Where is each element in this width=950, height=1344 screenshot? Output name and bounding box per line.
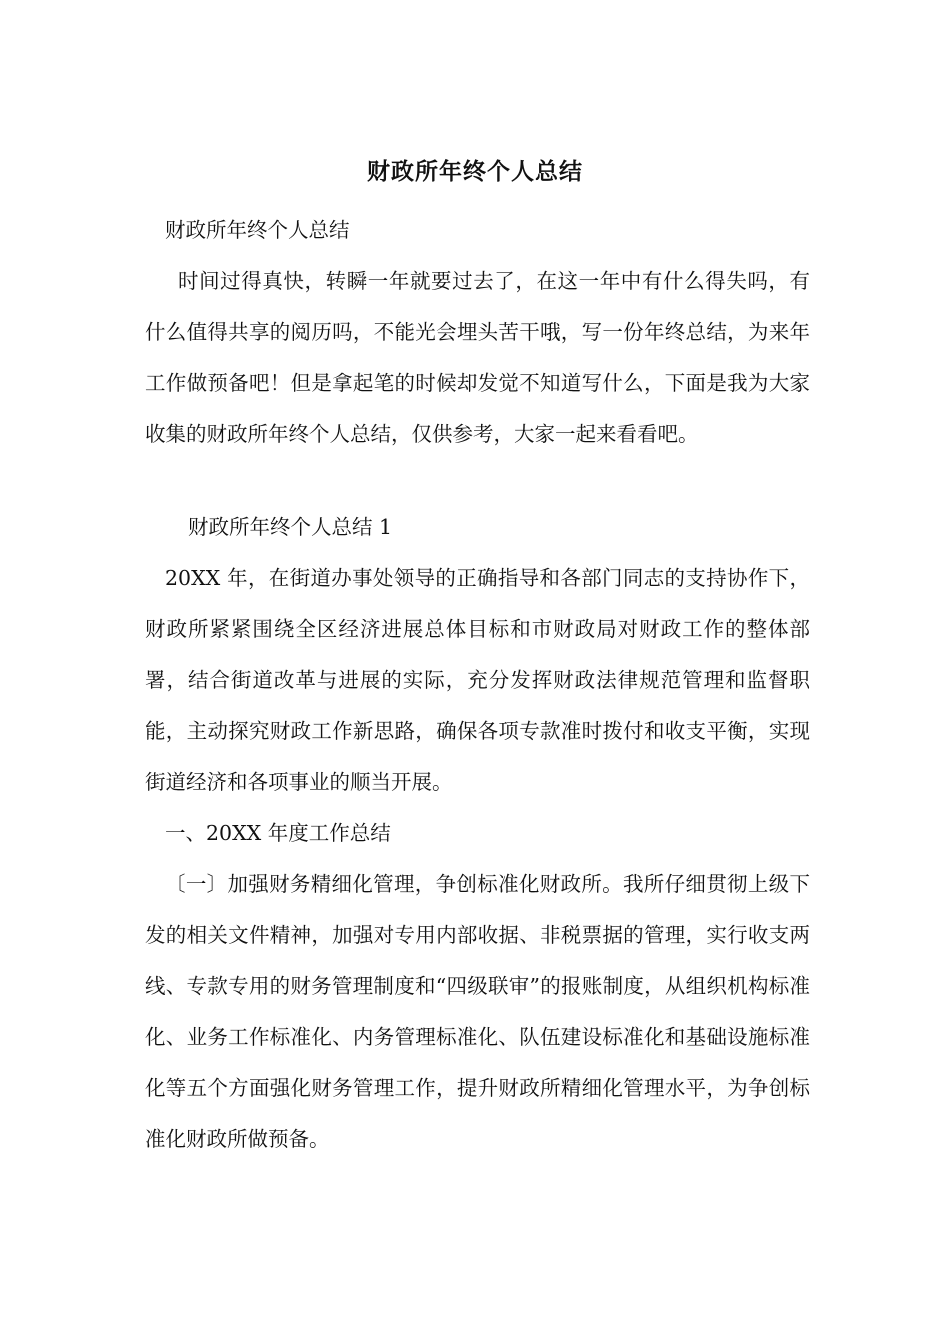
- section-heading: 财政所年终个人总结 1: [188, 515, 393, 539]
- document-body: [145, 205, 810, 1165]
- document-title: 财政所年终个人总结: [367, 158, 583, 185]
- part-item-paragraph: 〔一〕加强财务精细化管理，争创标准化财政所。我所仔细贯彻上级下发的相关文件精神，加强对专用内部收据、非税票据的管理，实行收支两线、专款专用的财务管理制度和“四级联审”的报账制度，从组织机构标准化、业务工作标准化、内务管理标准化、队伍建设标准化和基础设施标准化等五个方面强化财务管理工作，提升财政所精细化管理水平，为争创标准化财政所做预备。: [145, 872, 810, 1151]
- section-body-paragraph: 20XX 年，在街道办事处领导的正确指导和各部门同志的支持协作下，财政所紧紧围绕全区经济进展总体目标和市财政局对财政工作的整体部署，结合街道改革与进展的实际，充分发挥财政法律规范管理和监督职能，主动探究财政工作新思路，确保各项专款准时拨付和收支平衡，实现街道经济和各项事业的顺当开展。: [145, 566, 810, 794]
- document-subtitle: 财政所年终个人总结: [165, 218, 350, 242]
- part-heading: 一、20XX 年度工作总结: [165, 821, 391, 845]
- paragraph-spacer: [145, 460, 810, 502]
- intro-paragraph: 时间过得真快，转瞬一年就要过去了，在这一年中有什么得失吗，有什么值得共享的阅历吗，不能光会埋头苦干哦，写一份年终总结，为来年工作做预备吧！但是拿起笔的时候却发觉不知道写什么，下面是我为大家收集的财政所年终个人总结，仅供参考，大家一起来看看吧。: [145, 269, 810, 446]
